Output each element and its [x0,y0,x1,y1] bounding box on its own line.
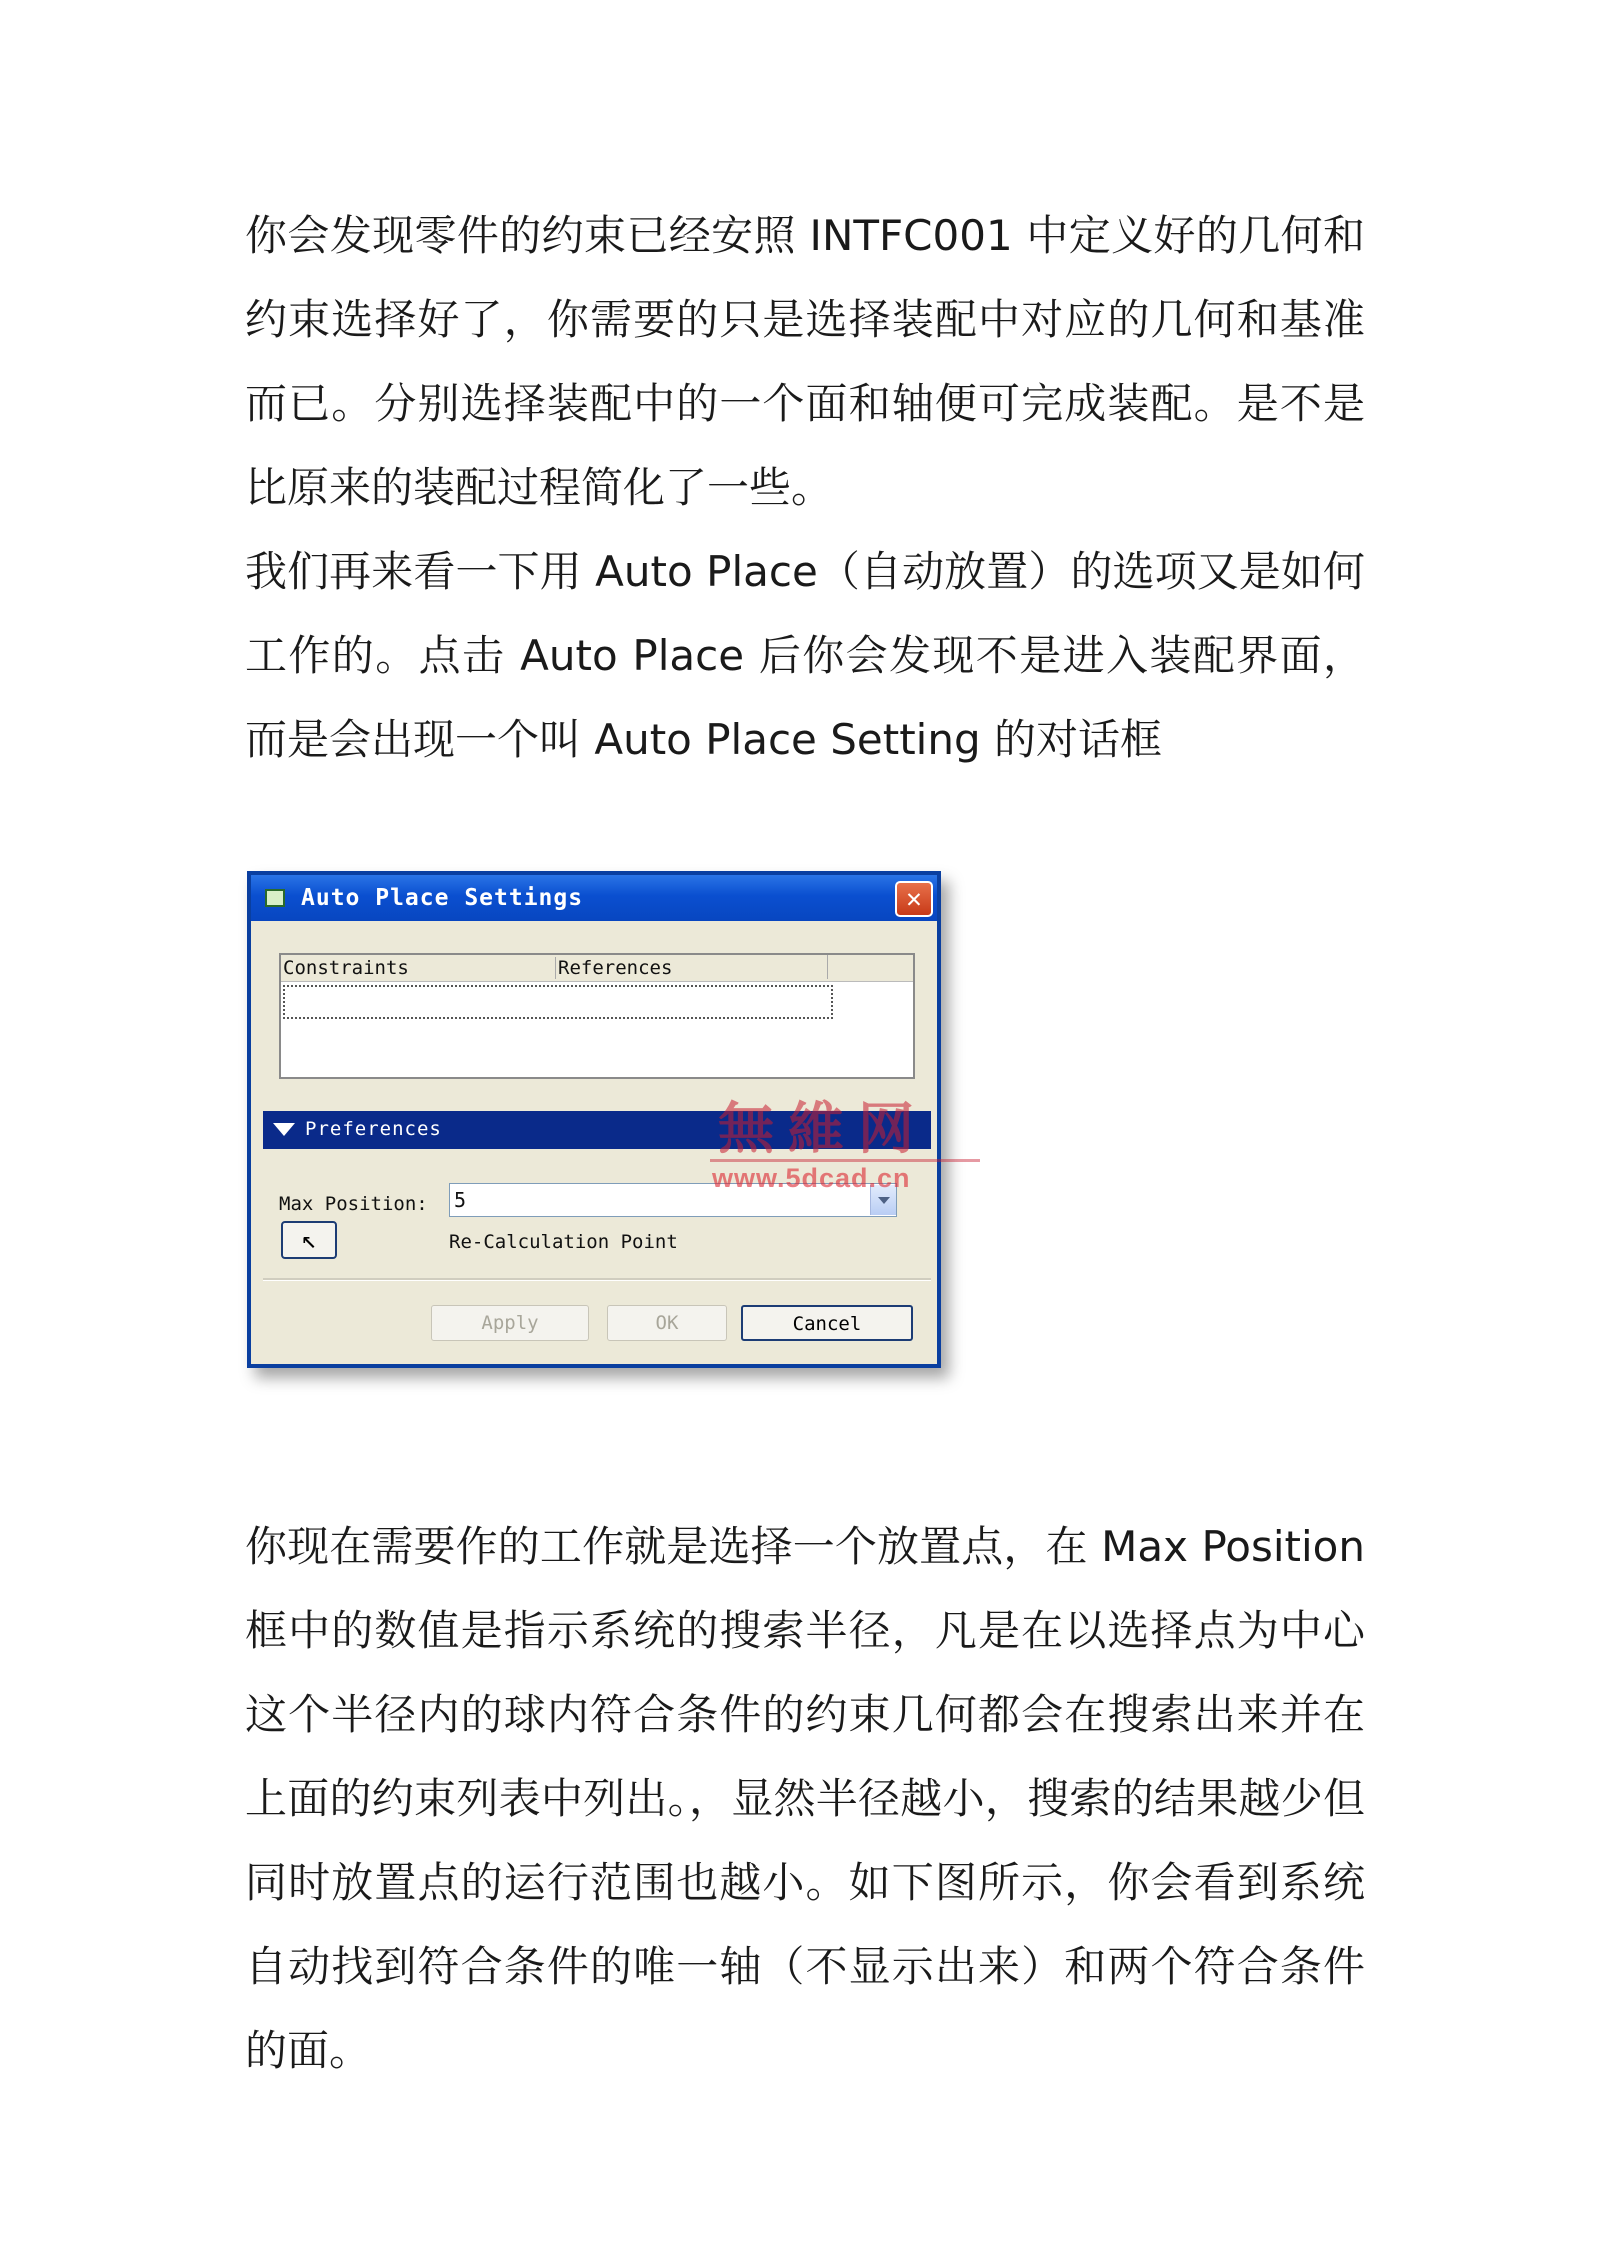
table-header [281,955,913,982]
preferences-label: Preferences [305,1118,442,1140]
paragraph-text-2: 我们再来看一下用 Auto Place（自动放置）的选项又是如何工作的。点击 Auto Place 后你会发现不是进入装配界面，而是会出现一个叫 Auto Place Setting 的对话框 [245,547,1365,764]
watermark-url: www.5dcad.cn [712,1163,911,1193]
ok-button[interactable]: OK [607,1305,727,1341]
pick-point-button[interactable] [281,1221,337,1259]
column-header-constraints[interactable]: Constraints [283,957,409,979]
dialog-titlebar[interactable] [251,875,937,921]
column-header-references[interactable]: References [555,957,672,979]
constraints-table [279,953,915,1079]
apply-button[interactable]: Apply [431,1305,589,1341]
table-row[interactable] [283,985,833,1019]
triangle-down-icon [273,1123,295,1136]
paragraph-intro [245,194,1365,782]
close-icon[interactable]: ✕ [895,881,933,917]
arrow-cursor-icon: ↖ [301,1225,317,1255]
paragraph-text-1: 你会发现零件的约束已经安照 INTFC001 中定义好的几何和约束选择好了，你需要的只是选择装配中对应的几何和基准而已。分别选择装配中的一个面和轴便可完成装配。是不是比原来的装配过程简化了一些。 [245,211,1365,512]
max-position-label: Max Position: [279,1193,428,1215]
watermark-line [710,1159,980,1162]
paragraph-explanation: 你现在需要作的工作就是选择一个放置点，在 Max Position 框中的数值是指示系统的搜索半径，凡是在以选择点为中心这个半径内的球内符合条件的约束几何都会在搜索出来并在上面的约束列表中列出。，显然半径越小，搜索的结果越少但同时放置点的运行范围也越小。如下图所示，你会看到系统自动找到符合条件的唯一轴（不显示出来）和两个符合条件的面。 [245,1522,1365,2075]
cancel-button[interactable]: Cancel [741,1305,913,1341]
watermark-logo: 無維网 [718,1096,928,1162]
watermark [710,1085,980,1205]
column-divider [827,955,828,979]
recalculation-point-label: Re-Calculation Point [449,1231,678,1253]
max-position-input[interactable]: 5 [449,1183,897,1217]
window-icon [265,889,285,907]
dialog-title: Auto Place Settings [301,885,584,911]
divider [263,1278,931,1281]
